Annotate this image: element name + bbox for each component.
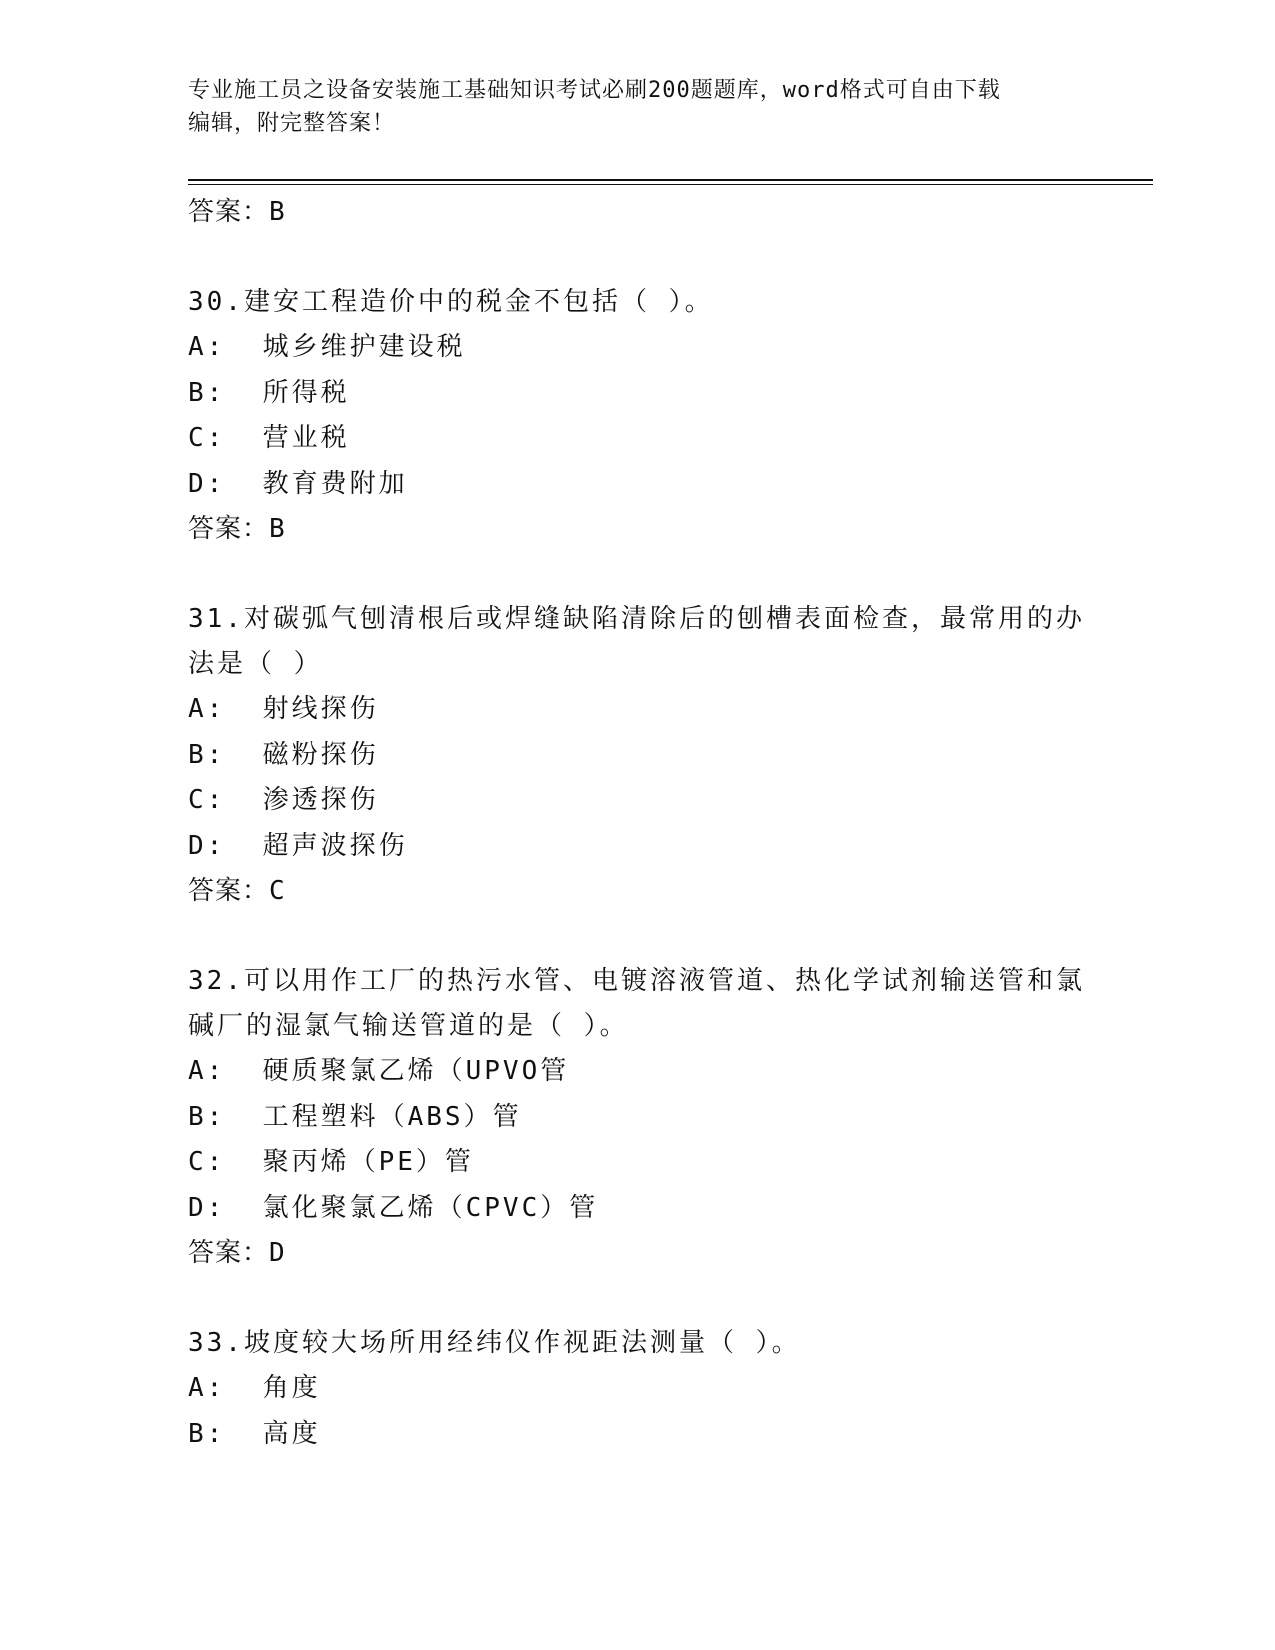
option-key: B: <box>188 377 263 408</box>
option-text: 射线探伤 <box>262 694 379 724</box>
option-a <box>188 1366 1088 1412</box>
answer-label: 答案： <box>188 514 270 544</box>
question-stem: 32.可以用作工厂的热污水管、电镀溶液管道、热化学试剂输送管和氯碱厂的湿氯气输送管道的是（ ）。 <box>188 966 1085 1041</box>
option-key: A: <box>188 694 263 724</box>
answer-label: 答案： <box>188 1238 270 1268</box>
answer-value: B <box>269 514 286 544</box>
question-stem: 33.坡度较大场所用经纬仪作视距法测量（ ）。 <box>188 1328 801 1358</box>
option-c <box>188 416 1088 462</box>
answer-value: B <box>269 197 286 227</box>
option-d <box>188 824 1088 870</box>
option-text: 所得税 <box>262 377 350 408</box>
option-text: 硬质聚氯乙烯（UPVO管 <box>262 1056 570 1086</box>
document-header <box>188 74 1088 140</box>
option-c <box>188 778 1088 824</box>
option-a <box>188 687 1088 733</box>
answer-line <box>188 507 1088 551</box>
option-key: C: <box>188 785 263 815</box>
header-line-2: 编辑，附完整答案！ <box>188 111 396 136</box>
option-key: B: <box>188 1101 263 1132</box>
option-text: 磁粉探伤 <box>262 739 379 770</box>
option-text: 营业税 <box>262 423 350 453</box>
header-divider-thin <box>188 184 1153 185</box>
answer-label: 答案： <box>188 197 270 227</box>
option-c <box>188 1140 1088 1186</box>
question-list <box>188 190 1088 1457</box>
option-d <box>188 462 1088 508</box>
option-d <box>188 1186 1088 1232</box>
option-b <box>188 371 1088 417</box>
option-a <box>188 325 1088 371</box>
answer-value: D <box>269 1238 286 1268</box>
question-stem: 30.建安工程造价中的税金不包括（ ）。 <box>188 287 714 317</box>
option-text: 工程塑料（ABS）管 <box>262 1101 522 1132</box>
option-b <box>188 1095 1088 1141</box>
option-key: C: <box>188 423 263 453</box>
option-key: B: <box>188 739 263 770</box>
option-key: A: <box>188 1373 263 1403</box>
option-key: A: <box>188 1056 263 1086</box>
option-b <box>188 733 1088 779</box>
option-key: B: <box>188 1418 263 1449</box>
option-b <box>188 1412 1088 1458</box>
option-key: D: <box>188 1192 263 1223</box>
header-divider-thick <box>188 179 1153 181</box>
question-block <box>188 959 1088 1275</box>
option-text: 高度 <box>262 1418 321 1449</box>
option-text: 超声波探伤 <box>262 830 408 861</box>
option-text: 教育费附加 <box>262 468 408 499</box>
option-key: A: <box>188 332 263 362</box>
option-text: 角度 <box>262 1373 321 1403</box>
option-key: D: <box>188 468 263 499</box>
question-block <box>188 597 1088 913</box>
answer-value: C <box>269 876 286 906</box>
option-key: C: <box>188 1147 263 1177</box>
answer-line <box>188 1231 1088 1275</box>
question-stem: 31.对碳弧气刨清根后或焊缝缺陷清除后的刨槽表面检查，最常用的办法是（ ） <box>188 604 1085 679</box>
answer-line <box>188 190 1088 234</box>
option-text: 城乡维护建设税 <box>262 332 466 362</box>
question-block <box>188 280 1088 551</box>
question-block <box>188 1321 1088 1457</box>
header-line-1: 专业施工员之设备安装施工基础知识考试必刷200题题库，word格式可自由下载 <box>188 78 1001 103</box>
answer-label: 答案： <box>188 876 270 906</box>
option-key: D: <box>188 830 263 861</box>
option-text: 聚丙烯（PE）管 <box>262 1147 474 1177</box>
option-text: 渗透探伤 <box>262 785 379 815</box>
answer-line <box>188 869 1088 913</box>
option-text: 氯化聚氯乙烯（CPVC）管 <box>262 1192 599 1223</box>
option-a <box>188 1049 1088 1095</box>
